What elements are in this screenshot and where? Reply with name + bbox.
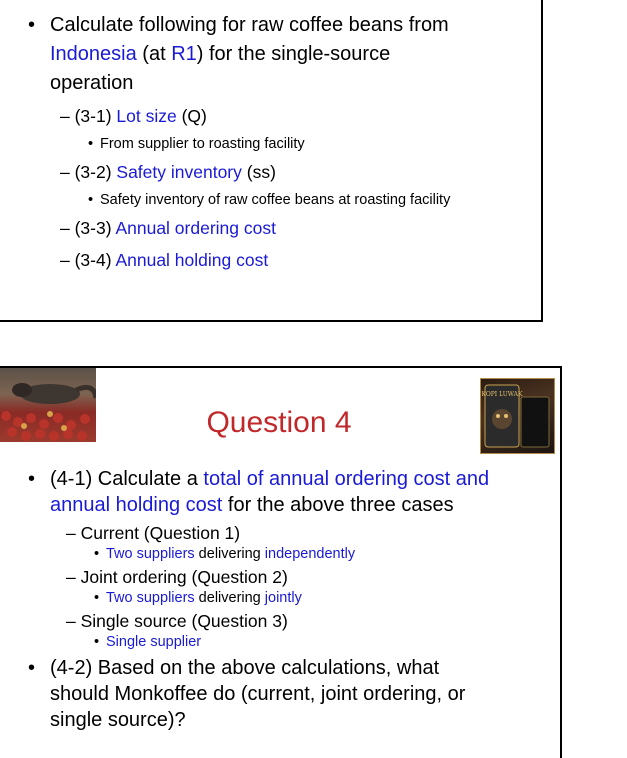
case-joint-sub: Two suppliers delivering jointly bbox=[106, 590, 302, 606]
intro-line-3: operation bbox=[50, 72, 134, 94]
item-3-2: – (3-2) Safety inventory (ss) bbox=[60, 162, 276, 182]
bullet: • bbox=[28, 468, 36, 490]
sub-bullet: • bbox=[88, 136, 94, 152]
q4-2-line-1: (4-2) Based on the above calculations, what bbox=[50, 657, 440, 679]
slide-question-4 bbox=[0, 366, 562, 758]
q4-1-line-1: (4-1) Calculate a total of annual ordering cost and bbox=[50, 468, 490, 490]
item-3-1-sub: From supplier to roasting facility bbox=[100, 136, 305, 152]
item-3-1: – (3-1) Lot size (Q) bbox=[60, 106, 207, 126]
highlight-indonesia: Indonesia bbox=[50, 43, 137, 65]
q4-2-line-2: should Monkoffee do (current, joint ordering, or bbox=[50, 683, 466, 705]
case-current: – Current (Question 1) bbox=[66, 523, 241, 543]
bullet: • bbox=[28, 657, 36, 679]
q4-1-line-2: annual holding cost for the above three cases bbox=[50, 494, 454, 516]
sub-bullet: • bbox=[94, 546, 100, 562]
intro-line-2: Indonesia (at R1) for the single-source bbox=[50, 43, 391, 65]
sub-bullet: • bbox=[88, 192, 94, 208]
sub-bullet: • bbox=[94, 634, 100, 650]
case-single-source: – Single source (Question 3) bbox=[66, 611, 288, 631]
case-joint-ordering: – Joint ordering (Question 2) bbox=[66, 567, 288, 587]
item-3-4: – (3-4) Annual holding cost bbox=[60, 250, 269, 270]
q4-2-line-3: single source)? bbox=[50, 709, 186, 731]
intro-line-1: Calculate following for raw coffee beans from bbox=[50, 14, 449, 36]
case-single-sub: Single supplier bbox=[106, 634, 202, 650]
item-3-3: – (3-3) Annual ordering cost bbox=[60, 218, 276, 238]
sub-bullet: • bbox=[94, 590, 100, 606]
product-label: KOPI LUWAK bbox=[481, 391, 523, 398]
bullet: • bbox=[28, 14, 36, 36]
item-3-2-sub: Safety inventory of raw coffee beans at roasting facility bbox=[100, 192, 451, 208]
highlight-r1: R1 bbox=[171, 43, 197, 65]
case-current-sub: Two suppliers delivering independently bbox=[106, 546, 356, 562]
slide-question-3-continued bbox=[0, 0, 543, 322]
slide-title: Question 4 bbox=[206, 406, 352, 439]
